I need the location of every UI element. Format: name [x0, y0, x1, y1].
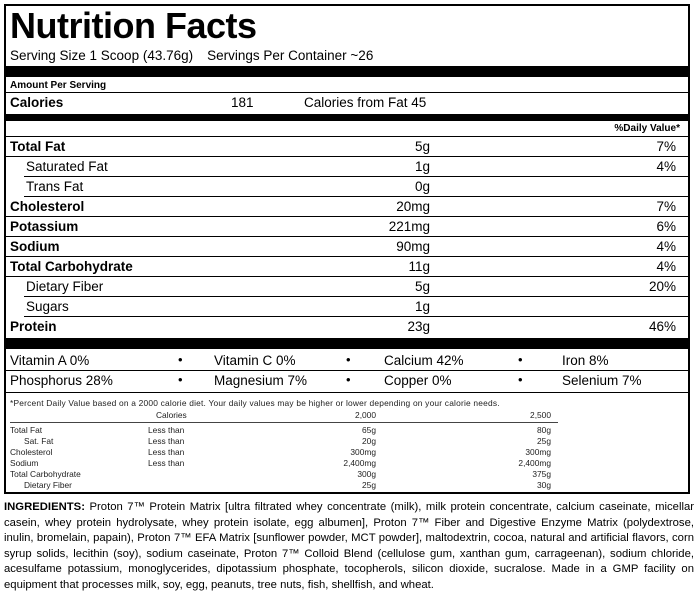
nutrient-row [6, 277, 688, 297]
nutrient-daily-value: 4% [656, 259, 676, 274]
dv-table-qualifier: Less than [148, 458, 185, 468]
nutrient-amount: 5g [414, 279, 430, 294]
nutrient-row [6, 157, 688, 177]
dv-table-value-2500: 2,400mg [518, 458, 551, 468]
dv-table-value-2000: 20g [362, 436, 376, 446]
nutrient-daily-value: 20% [648, 279, 676, 294]
nutrient-label: Protein [10, 319, 57, 334]
nutrient-label: Saturated Fat [26, 159, 108, 174]
vitamin-item: Copper 0% [384, 373, 452, 388]
nutrient-label: Cholesterol [10, 199, 85, 214]
ingredients-label: INGREDIENTS: [4, 501, 85, 513]
footnote: *Percent Daily Value based on a 2000 calorie diet. Your daily values may be higher or lower depending on your calorie needs. [10, 398, 500, 408]
vitamin-item: Magnesium 7% [214, 373, 308, 388]
nutrient-amount: 11g [408, 259, 430, 274]
nutrient-label: Potassium [10, 219, 79, 234]
serving-size: Serving Size 1 Scoop (43.76g) [10, 48, 194, 63]
dv-table-value-2000: 300g [357, 469, 376, 479]
dv-table-value-2000: 65g [362, 425, 376, 435]
bullet-separator: • [346, 372, 351, 387]
dv-table-value-2500: 300mg [525, 447, 551, 457]
dv-table-value-2000: 300mg [350, 447, 376, 457]
nutrient-row [6, 237, 688, 257]
nutrient-daily-value: 4% [656, 159, 676, 174]
nutrient-label: Total Fat [10, 139, 66, 154]
nutrient-amount: 20mg [396, 199, 430, 214]
vitamin-item: Iron 8% [562, 353, 609, 368]
nutrient-row [6, 137, 688, 157]
thick-divider [6, 338, 688, 349]
dv-table-nutrient: Dietary Fiber [24, 480, 72, 490]
nutrient-label: Dietary Fiber [26, 279, 104, 294]
calories-value: 181 [231, 95, 254, 110]
nutrient-daily-value: 4% [656, 239, 676, 254]
dv-table-value-2500: 25g [537, 436, 551, 446]
nutrient-label: Total Carbohydrate [10, 259, 133, 274]
dv-table-header: 2,500 [530, 410, 551, 420]
calories-row [6, 94, 688, 112]
dv-table-qualifier: Less than [148, 436, 185, 446]
nutrient-amount: 1g [414, 299, 430, 314]
calories-label: Calories [10, 95, 64, 110]
dv-table-nutrient: Total Fat [10, 425, 43, 435]
dv-table-qualifier: Less than [148, 447, 185, 457]
dv-table-nutrient: Sodium [10, 458, 39, 468]
nutrient-daily-value: 7% [656, 139, 676, 154]
nutrient-label: Trans Fat [26, 179, 84, 194]
dv-table-value-2500: 30g [537, 480, 551, 490]
nutrient-row [6, 217, 688, 237]
nutrient-row [6, 197, 688, 217]
nutrient-label: Sodium [10, 239, 60, 254]
dv-table-header: Calories [156, 410, 187, 420]
medium-divider [6, 114, 688, 121]
dv-table-nutrient: Sat. Fat [24, 436, 54, 446]
nutrient-row [6, 177, 688, 197]
divider [6, 92, 688, 93]
nutrient-amount: 1g [414, 159, 430, 174]
nutrient-row [6, 257, 688, 277]
bullet-separator: • [346, 352, 351, 367]
thick-divider [6, 66, 688, 77]
nutrient-amount: 23g [407, 319, 430, 334]
servings-per-container: Servings Per Container ~26 [207, 48, 374, 63]
vitamin-item: Phosphorus 28% [10, 373, 113, 388]
vitamin-item: Calcium 42% [384, 353, 464, 368]
dv-table-value-2000: 2,400mg [343, 458, 376, 468]
ingredients [4, 500, 694, 593]
nutrient-amount: 0g [414, 179, 430, 194]
nutrient-amount: 221mg [388, 219, 430, 234]
amount-per-serving: Amount Per Serving [10, 80, 107, 91]
serving-info [10, 48, 373, 63]
vitamin-row [6, 371, 688, 391]
bullet-separator: • [178, 372, 183, 387]
dv-table-value-2000: 25g [362, 480, 376, 490]
vitamin-item: Vitamin A 0% [10, 353, 90, 368]
dv-table-nutrient: Total Carbohydrate [10, 469, 81, 479]
bullet-separator: • [518, 372, 523, 387]
nutrient-row [6, 297, 688, 317]
vitamin-item: Selenium 7% [562, 373, 642, 388]
dv-table-qualifier: Less than [148, 425, 185, 435]
nutrient-label: Sugars [26, 299, 69, 314]
nutrient-amount: 90mg [396, 239, 430, 254]
nutrition-facts-panel [4, 4, 690, 494]
ingredients-text: Proton 7™ Protein Matrix [ultra filtrated whey concentrate (milk), milk protein concentrate, calcium caseinate, micellar casein, whey protein hydrolysate, whey protein isolate, egg albumen], Proton 7™ Fiber and Digestive Enzyme Matrix (polydextrose, inulin, bromelain, papain), Proton 7™ EFA Matrix [sunflower powder, MCT powder], maltodextrin, cocoa, natural and artificial flavors, corn syrup solids, lecithin (soy), sodium caseinate, Proton 7™ Colloid Blend (cellulose gum, xanthan gum, carrageenan), sodium chloride, acesulfame potassium, monoglycerides, dipotassium phosphate, tocopherols, silicon dioxide, sucralose. Made in a GMP facility on equipment that processes milk, soy, egg, peanuts, tree nuts, fish, shellfish, and wheat. [4, 501, 695, 591]
divider [6, 392, 688, 393]
bullet-separator: • [518, 352, 523, 367]
nutrient-amount: 5g [414, 139, 430, 154]
nutrient-daily-value: 46% [648, 319, 676, 334]
daily-value-table [6, 410, 688, 494]
dv-table-header: 2,000 [355, 410, 376, 420]
vitamin-row [6, 351, 688, 371]
label-title: Nutrition Facts [10, 5, 257, 46]
nutrient-daily-value: 7% [656, 199, 676, 214]
calories-from-fat: Calories from Fat 45 [304, 95, 427, 110]
dv-table-value-2500: 80g [537, 425, 551, 435]
dv-table-nutrient: Cholesterol [10, 447, 53, 457]
nutrient-row [6, 317, 688, 337]
bullet-separator: • [178, 352, 183, 367]
dv-table-value-2500: 375g [532, 469, 551, 479]
vitamin-item: Vitamin C 0% [214, 353, 296, 368]
daily-value-header: %Daily Value* [614, 123, 680, 134]
nutrient-daily-value: 6% [656, 219, 676, 234]
dv-table-divider [10, 422, 558, 423]
